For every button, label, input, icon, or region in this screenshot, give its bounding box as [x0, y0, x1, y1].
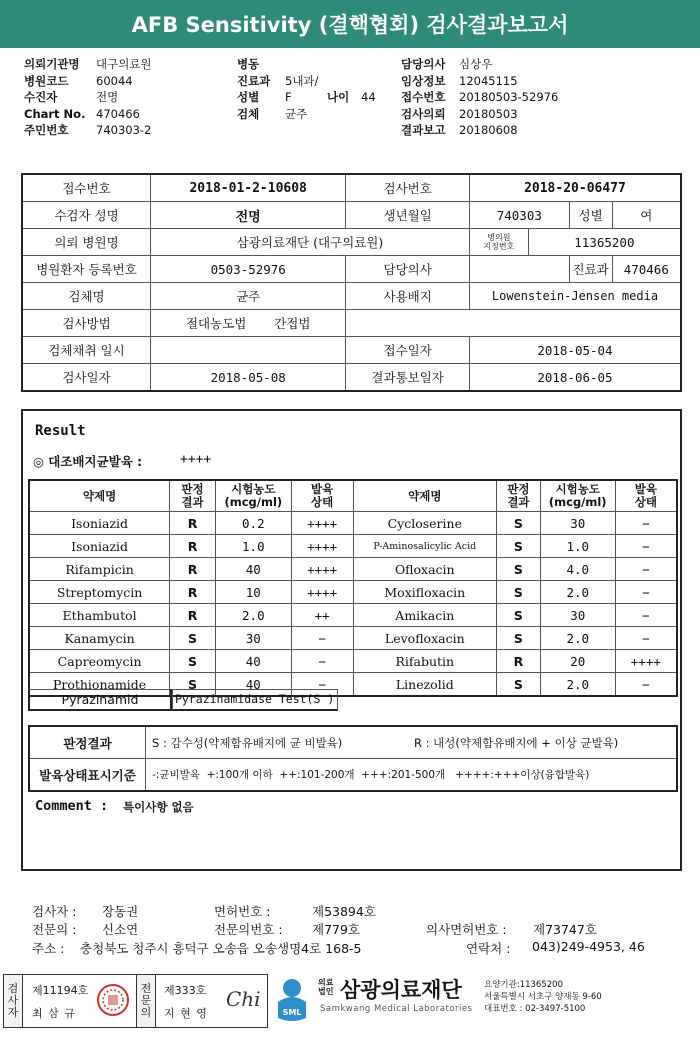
col-conc-2: (mcg/ml) — [224, 495, 283, 509]
medium-label: 사용배지 — [346, 283, 470, 310]
col-judge — [170, 480, 216, 512]
growth-status: ++++ — [291, 535, 353, 558]
tester-vlabel — [4, 975, 23, 1027]
dept-label: 진료과 — [569, 256, 612, 283]
doc-license-label: 의사면허번호 : — [426, 922, 507, 937]
hdr-value: 20180503 — [459, 106, 518, 121]
growth-status: ++++ — [291, 558, 353, 581]
phone-label: 연락처 : — [466, 941, 511, 956]
org-tag-2: 법인 — [318, 987, 334, 996]
col-judge — [497, 480, 541, 512]
info-row — [22, 174, 681, 202]
drug-name: Kanamycin — [29, 627, 170, 650]
phone: 043)249-4953, 46 — [532, 939, 645, 954]
specialist-stamp-name: 지 현 영 — [164, 1007, 208, 1020]
test-concentration: 2.0 — [540, 581, 615, 604]
judge-result: R — [497, 650, 541, 673]
info-row — [22, 337, 681, 364]
growth-status: − — [291, 673, 353, 697]
drug-name: P-Aminosalicylic Acid — [353, 535, 497, 558]
judge-result: S — [170, 627, 216, 650]
birth-date: 740303 — [469, 202, 569, 229]
org-english: Samkwang Medical Laboratories — [320, 1004, 473, 1014]
drug-row — [29, 650, 677, 673]
drug-row — [29, 581, 677, 604]
recv-label: 접수일자 — [346, 337, 470, 364]
designated-label — [469, 229, 528, 256]
method-value — [151, 310, 346, 337]
info-table — [21, 173, 682, 392]
hdr-value: 470466 — [96, 106, 140, 121]
growth-status: − — [615, 627, 677, 650]
drug-name: Isoniazid — [29, 512, 170, 535]
vchar: 사 — [7, 994, 19, 1007]
drug-row — [29, 535, 677, 558]
test-concentration: 40 — [215, 650, 291, 673]
comment-label: Comment : — [35, 798, 109, 814]
drug-name: Ethambutol — [29, 604, 170, 627]
license-label: 면허번호 : — [214, 904, 271, 919]
tester-stamp-name: 최 삼 규 — [32, 1007, 76, 1020]
reg-label: 병원환자 등록번호 — [22, 256, 151, 283]
vchar: 검 — [7, 982, 19, 995]
tester-name: 장동권 — [102, 904, 139, 919]
hdr-label: 성별 — [237, 90, 260, 104]
col-conc-2: (mcg/ml) — [548, 495, 607, 509]
spec-no-label: 전문의번호 : — [214, 922, 283, 937]
hospital-name: 삼광의료재단 (대구의료원) — [151, 229, 470, 256]
hdr-label: 담당의사 — [401, 57, 446, 71]
growth-status: − — [615, 535, 677, 558]
header-col-3 — [401, 56, 558, 139]
hdr-label: 접수번호 — [401, 90, 446, 104]
header-col-2 — [237, 56, 376, 122]
drug-name: Levofloxacin — [353, 627, 497, 650]
hdr-label: 주민번호 — [24, 123, 69, 137]
drug-row — [29, 604, 677, 627]
method-1: 절대농도법 — [185, 316, 247, 331]
method-label: 검사방법 — [22, 310, 151, 337]
test-concentration: 1.0 — [540, 535, 615, 558]
judge-r: R : 내성(약제함유배지에 + 이상 균발육) — [414, 735, 619, 750]
growth-legend-value: -:균비발육 +:100개 이하 ++:101-200개 +++:201-500개 ++++:+++이상(융합발육) — [146, 759, 678, 792]
hdr-value: 5내과/ — [285, 73, 319, 88]
judge-result: R — [170, 535, 216, 558]
judge-s: S : 감수성(약제함유배지에 균 비발육) — [152, 735, 343, 750]
growth-status: − — [615, 512, 677, 535]
judge-result: S — [497, 581, 541, 604]
growth-status: ++++ — [291, 581, 353, 604]
patient-name: 전명 — [151, 202, 346, 229]
judge-result: S — [497, 604, 541, 627]
col-conc — [215, 480, 291, 512]
sex-label: 성별 — [569, 202, 612, 229]
drug-name: Capreomycin — [29, 650, 170, 673]
drug-name: Amikacin — [353, 604, 497, 627]
drug-table — [28, 479, 678, 697]
org-phone: 대표번호 : 02-3497-5100 — [484, 1004, 586, 1014]
hdr-value: 20180503-52976 — [459, 90, 559, 104]
control-label: ◎ 대조배지균발육 : — [33, 454, 143, 469]
hdr-label: 병동 — [237, 57, 260, 71]
test-concentration: 20 — [540, 650, 615, 673]
hdr-label: 임상정보 — [401, 73, 446, 88]
growth-status: − — [615, 604, 677, 627]
hdr-value: F — [285, 90, 292, 104]
vchar: 전 — [140, 982, 152, 995]
designated-label-1: 병의원 — [487, 233, 511, 242]
col-drug: 약제명 — [353, 480, 497, 512]
judge-result: S — [497, 535, 541, 558]
org-address: 서울특별시 서초구 양재동 9-60 — [484, 992, 602, 1002]
receipt-no-label: 접수번호 — [22, 174, 151, 202]
hdr-label: 수진자 — [24, 90, 58, 104]
info-row — [22, 202, 681, 229]
judge-result: R — [170, 581, 216, 604]
test-concentration: 2.0 — [540, 627, 615, 650]
drug-row — [29, 627, 677, 650]
growth-status: ++++ — [615, 650, 677, 673]
notify-date: 2018-06-05 — [469, 364, 681, 392]
test-concentration: 40 — [215, 558, 291, 581]
age-value: 44 — [361, 90, 376, 104]
hdr-value: 전명 — [96, 90, 119, 104]
control-value: ++++ — [180, 452, 212, 467]
col-growth — [615, 480, 677, 512]
judge-result: S — [497, 512, 541, 535]
judge-result: R — [170, 558, 216, 581]
judge-legend-value — [146, 726, 678, 759]
tester-label: 검사자 : — [32, 904, 77, 919]
specialist-label: 전문의 : — [32, 922, 77, 937]
license-no: 제53894호 — [312, 904, 376, 919]
info-row — [22, 364, 681, 392]
drug-body — [29, 512, 677, 697]
test-concentration: 30 — [540, 604, 615, 627]
test-concentration: 30 — [540, 512, 615, 535]
info-row — [22, 256, 681, 283]
org-tag — [318, 978, 333, 996]
drug-name: Streptomycin — [29, 581, 170, 604]
legend-row — [29, 759, 677, 792]
org-contact — [484, 979, 602, 1015]
drug-name: Rifampicin — [29, 558, 170, 581]
vchar: 자 — [7, 1006, 19, 1019]
drug-name: Ofloxacin — [353, 558, 497, 581]
drug-header-row — [29, 480, 677, 512]
tester-license: 제11194호 — [32, 984, 89, 997]
col-growth-1: 발육 — [634, 482, 657, 496]
notify-label: 결과통보일자 — [346, 364, 470, 392]
test-concentration: 40 — [215, 673, 291, 697]
legend-row — [29, 726, 677, 759]
patient-label: 수검자 성명 — [22, 202, 151, 229]
vchar: 의 — [140, 1006, 152, 1019]
hdr-value: 대구의료원 — [96, 57, 152, 71]
signature: Chi — [226, 987, 261, 1011]
age-label: 나이 — [327, 90, 350, 104]
doc-license: 제73747호 — [533, 922, 597, 937]
judge-result: S — [170, 673, 216, 697]
legend-table — [28, 725, 678, 792]
drug-name: Prothionamide — [29, 673, 170, 697]
test-no: 2018-20-06477 — [469, 174, 681, 202]
test-date-label: 검사일자 — [22, 364, 151, 392]
method-blank — [346, 310, 681, 337]
collect-value — [151, 337, 346, 364]
test-date: 2018-05-08 — [151, 364, 346, 392]
org-code: 요양기관:11365200 — [484, 980, 563, 990]
drug-name: Isoniazid — [29, 535, 170, 558]
growth-legend-label: 발육상태표시기준 — [29, 759, 146, 792]
judge-legend-label: 판정결과 — [29, 726, 146, 759]
hdr-label: 진료과 — [237, 73, 271, 88]
test-no-label: 검사번호 — [346, 174, 470, 202]
col-judge-2: 결과 — [181, 495, 204, 509]
growth-status: − — [615, 673, 677, 697]
birth-label: 생년월일 — [346, 202, 470, 229]
header-col-1 — [24, 56, 152, 139]
drug-name: Cycloserine — [353, 512, 497, 535]
address-label: 주소 : — [32, 941, 65, 956]
judge-result: S — [497, 627, 541, 650]
col-judge-2: 결과 — [507, 495, 530, 509]
info-row — [22, 229, 681, 256]
test-concentration: 1.0 — [215, 535, 291, 558]
drug-name: Rifabutin — [353, 650, 497, 673]
growth-status: − — [615, 558, 677, 581]
hdr-label: Chart No. — [24, 106, 86, 121]
col-drug: 약제명 — [29, 480, 170, 512]
col-conc-1: 시험농도 — [555, 482, 600, 496]
medium-value: Lowenstein-Jensen media — [469, 283, 681, 310]
judge-result: S — [170, 650, 216, 673]
reg-no: 0503-52976 — [151, 256, 346, 283]
address: 충청북도 청주시 흥덕구 오송읍 오송생명4로 168-5 — [80, 941, 362, 956]
judge-result: S — [497, 673, 541, 697]
test-concentration: 2.0 — [540, 673, 615, 697]
drug-row — [29, 512, 677, 535]
drug-name: Moxifloxacin — [353, 581, 497, 604]
hdr-value: 20180608 — [459, 123, 518, 137]
col-conc-1: 시험농도 — [231, 482, 276, 496]
info-row — [22, 310, 681, 337]
drug-row — [29, 558, 677, 581]
hdr-value: 740303-2 — [96, 123, 152, 137]
hospital-label: 의뢰 병원명 — [22, 229, 151, 256]
specialist-name: 신소연 — [102, 922, 139, 937]
method-2: 간접법 — [274, 316, 311, 331]
doctor-value — [469, 256, 569, 283]
drug-name: Linezolid — [353, 673, 497, 697]
growth-status: − — [291, 627, 353, 650]
spec-no: 제779호 — [312, 922, 361, 937]
recv-date: 2018-05-04 — [469, 337, 681, 364]
sex-value: 여 — [612, 202, 681, 229]
result-heading: Result — [35, 423, 86, 439]
test-concentration: 2.0 — [215, 604, 291, 627]
hdr-value: 12045115 — [459, 73, 518, 88]
judge-result: R — [170, 604, 216, 627]
report-title: AFB Sensitivity (결핵협회) 검사결과보고서 — [0, 0, 700, 48]
hdr-label: 병원코드 — [24, 73, 69, 88]
specialist-license: 제333호 — [164, 984, 207, 997]
growth-status: ++++ — [291, 512, 353, 535]
dept-value: 470466 — [612, 256, 681, 283]
specimen-value: 균주 — [151, 283, 346, 310]
judge-result: S — [497, 558, 541, 581]
col-growth-1: 발육 — [311, 482, 334, 496]
hdr-label: 검체 — [237, 106, 260, 121]
growth-status: − — [291, 650, 353, 673]
sml-logo-icon — [272, 974, 312, 1026]
receipt-no: 2018-01-2-10608 — [151, 174, 346, 202]
test-concentration: 10 — [215, 581, 291, 604]
col-growth-2: 상태 — [634, 495, 657, 509]
specimen-label: 검체명 — [22, 283, 151, 310]
hdr-label: 검사의뢰 — [401, 106, 446, 121]
pza-drug: Pyrazinamid — [28, 689, 172, 711]
info-row — [22, 283, 681, 310]
judge-result: R — [170, 512, 216, 535]
pza-test: Pyrazinamidase Test(S ) — [172, 689, 338, 711]
doctor-label: 담당의사 — [346, 256, 470, 283]
hdr-value: 60044 — [96, 73, 133, 88]
signature-box — [3, 974, 268, 1028]
col-conc — [540, 480, 615, 512]
col-judge-1: 판정 — [507, 482, 530, 496]
test-concentration: 30 — [215, 627, 291, 650]
collect-label: 검체채취 일시 — [22, 337, 151, 364]
test-concentration: 4.0 — [540, 558, 615, 581]
org-tag-1: 의료 — [318, 978, 334, 987]
hdr-label: 결과보고 — [401, 123, 446, 137]
growth-status: ++ — [291, 604, 353, 627]
comment-text: 특이사항 없음 — [123, 800, 194, 814]
designated-label-2: 지정번호 — [483, 242, 515, 251]
hdr-label: 의뢰기관명 — [24, 57, 80, 71]
specialist-vlabel — [136, 975, 156, 1027]
col-judge-1: 판정 — [181, 482, 204, 496]
designated-no: 11365200 — [528, 229, 681, 256]
hdr-value: 심상우 — [459, 57, 493, 71]
vchar: 문 — [140, 994, 152, 1007]
sml-text: SML — [282, 1008, 302, 1017]
test-concentration: 0.2 — [215, 512, 291, 535]
hdr-value: 균주 — [285, 106, 308, 121]
seal-icon — [96, 983, 130, 1017]
col-growth-2: 상태 — [311, 495, 334, 509]
col-growth — [291, 480, 353, 512]
org-name: 삼광의료재단 — [340, 978, 462, 1002]
growth-status: − — [615, 581, 677, 604]
